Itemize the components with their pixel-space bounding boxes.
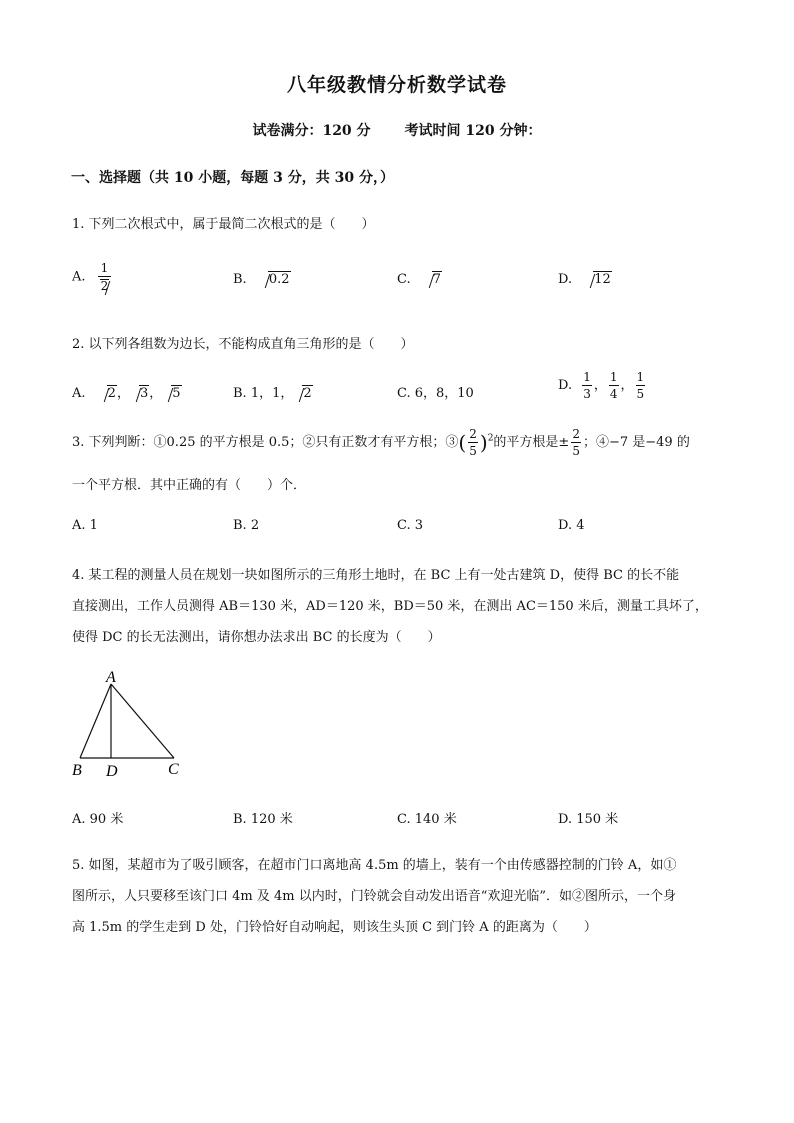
- q2-d-den-2: 4: [609, 387, 618, 401]
- page-title: 八年级教情分析数学试卷: [286, 74, 507, 96]
- q1-d-radicand: 12: [594, 272, 611, 287]
- q1-option-a-fraction: [98, 262, 112, 292]
- point-d-label: D: [106, 763, 118, 780]
- q2-option-d: D. $\frac{1}{3}$ ， $\frac{1}{4}$ ， $\frac{1}{5}$: [558, 370, 645, 401]
- q2-option-a: A. 2， 3， 5: [72, 386, 181, 401]
- q3-frac-den: 5: [469, 444, 477, 458]
- q1-c-radicand: 7: [432, 272, 442, 287]
- q1-option-d: [558, 272, 612, 287]
- q3-frac2-num: 2: [572, 427, 580, 441]
- q1-option-d-label: D.: [558, 272, 573, 287]
- q1-a-numerator: 1: [98, 262, 112, 277]
- q1-option-c-label: C.: [397, 272, 411, 287]
- side-ac: [111, 684, 174, 758]
- q3-option-a: A. 1: [72, 518, 98, 533]
- question-4-line-2: 直接测出，工作人员测得 AB＝130 米，AD＝120 米，BD＝50 米，在测出 AC＝150 米后，测量工具坏了，: [72, 599, 708, 614]
- q2-option-b-text: B. 1，1，: [233, 386, 294, 401]
- q2-option-d-label: D.: [558, 378, 573, 393]
- q2-d-den-3: 5: [636, 387, 645, 401]
- full-score: 试卷满分：120 分: [252, 123, 371, 139]
- q4-option-b: B. 120 米: [233, 812, 293, 827]
- q2-d-num-2: 1: [609, 370, 618, 384]
- question-2: 2. 以下列各组数为边长，不能构成直角三角形的是（ ）: [72, 337, 414, 352]
- q2-d-num-3: 1: [636, 370, 645, 384]
- q4-option-a: A. 90 米: [72, 812, 124, 827]
- question-4-line-3: 使得 DC 的长无法测出，请你想办法求出 BC 的长度为（ ）: [72, 630, 441, 645]
- q2-b-radicand: 2: [303, 386, 312, 401]
- q3-frac2-den: 5: [572, 444, 580, 458]
- q2-option-a-label: A.: [72, 386, 86, 401]
- question-5-line-2: 图所示，人只要移至该门口 4m 及 4m 以内时，门铃就会自动发出语音“欢迎光临”．如②图所示，一个身: [72, 889, 677, 904]
- q2-option-c: C. 6，8，10: [397, 386, 474, 401]
- q3-option-b: B. 2: [233, 518, 260, 533]
- vertex-a-label: A: [106, 669, 116, 686]
- exam-info: [0, 120, 794, 140]
- question-3-line-1: 3. 下列判断：①0.25 的平方根是 0.5；②只有正数才有平方根；③( $\frac{2}{5}$ )$^2$的平方根是± $\frac{2}{5}$ ；④−7 是−49 的: [72, 427, 690, 458]
- q3-exponent: 2: [487, 433, 494, 444]
- q2-a-radicand-3: 5: [172, 386, 181, 401]
- q2-d-den-1: 3: [583, 387, 591, 401]
- q1-option-c: [397, 272, 442, 287]
- q1-option-b-label: B.: [233, 272, 247, 287]
- q4-option-c: C. 140 米: [397, 812, 457, 827]
- q2-option-b: [233, 382, 313, 401]
- q3-text-part-1: 3. 下列判断：①0.25 的平方根是 0.5；②只有正数才有平方根；③: [72, 435, 459, 450]
- question-5-line-1: 5. 如图，某超市为了吸引顾客，在超市门口离地高 4.5m 的墙上，装有一个由传感器控制的门铃 A，如①: [72, 858, 677, 873]
- q1-a-radicand: 2: [100, 279, 109, 293]
- q3-text-part-2: 的平方根是±: [493, 435, 570, 450]
- q3-option-d: D. 4: [558, 518, 585, 533]
- exam-time: 考试时间 120 分钟：: [404, 123, 542, 139]
- q3-frac-num: 2: [469, 427, 477, 441]
- question-3-line-2: 一个平方根．其中正确的有（ ）个．: [72, 478, 307, 493]
- q4-option-d: D. 150 米: [558, 812, 619, 827]
- section-heading: 一、选择题（共 10 小题，每题 3 分，共 30 分，）: [71, 170, 394, 186]
- q2-a-radicand-2: 3: [139, 386, 149, 401]
- q2-a-radicand-1: 2: [107, 386, 116, 401]
- triangle-figure: [66, 664, 196, 782]
- side-ab: [80, 684, 111, 758]
- q2-d-num-1: 1: [583, 370, 591, 384]
- vertex-c-label: C: [168, 761, 179, 778]
- question-4-line-1: 4. 某工程的测量人员在规划一块如图所示的三角形土地时，在 BC 上有一处古建筑 D，使得 BC 的长不能: [72, 568, 680, 583]
- vertex-b-label: B: [72, 762, 82, 779]
- question-1: 1. 下列二次根式中，属于最简二次根式的是（ ）: [72, 217, 375, 232]
- q1-b-radicand: 0.2: [268, 272, 290, 287]
- q1-option-a-label: A.: [72, 269, 86, 285]
- q3-option-c: C. 3: [397, 518, 424, 533]
- q1-option-b: [233, 272, 291, 287]
- q3-text-part-3: ；④−7 是−49 的: [582, 435, 690, 450]
- question-5-line-3: 高 1.5m 的学生走到 D 处，门铃恰好自动响起，则该生头顶 C 到门铃 A 的距离为（ ）: [72, 920, 597, 935]
- q1-option-a: [72, 262, 113, 292]
